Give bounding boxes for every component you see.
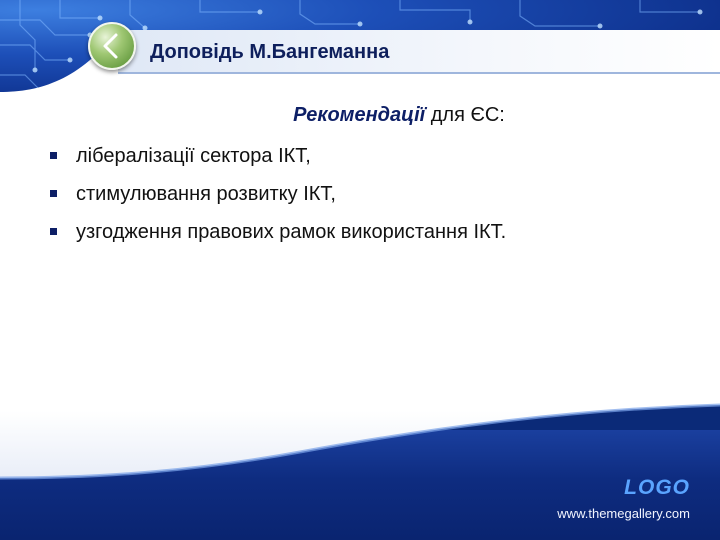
bullet-item bbox=[44, 213, 694, 251]
footer-url[interactable]: www.themegallery.com bbox=[557, 506, 690, 521]
subheading-emphasis: Рекомендації bbox=[293, 104, 426, 126]
slide-title: Доповідь М.Бангеманна bbox=[150, 41, 390, 63]
back-button[interactable] bbox=[88, 22, 136, 70]
slide-content bbox=[44, 104, 694, 251]
bullet-text: узгодження правових рамок використання ІКТ. bbox=[76, 221, 507, 243]
bullet-square-icon bbox=[50, 228, 57, 235]
bullet-square-icon bbox=[50, 190, 57, 197]
subheading-rest: для ЄС: bbox=[425, 104, 505, 126]
subheading bbox=[44, 104, 694, 127]
logo: LOGO bbox=[624, 476, 690, 499]
bullet-text: лібералізації сектора ІКТ, bbox=[76, 145, 311, 167]
bullet-square-icon bbox=[50, 152, 57, 159]
bullet-item bbox=[44, 175, 694, 213]
bullet-text: стимулювання розвитку ІКТ, bbox=[76, 183, 336, 205]
bullet-item bbox=[44, 137, 694, 175]
bullet-list bbox=[44, 137, 694, 251]
chevron-left-icon bbox=[90, 24, 134, 68]
